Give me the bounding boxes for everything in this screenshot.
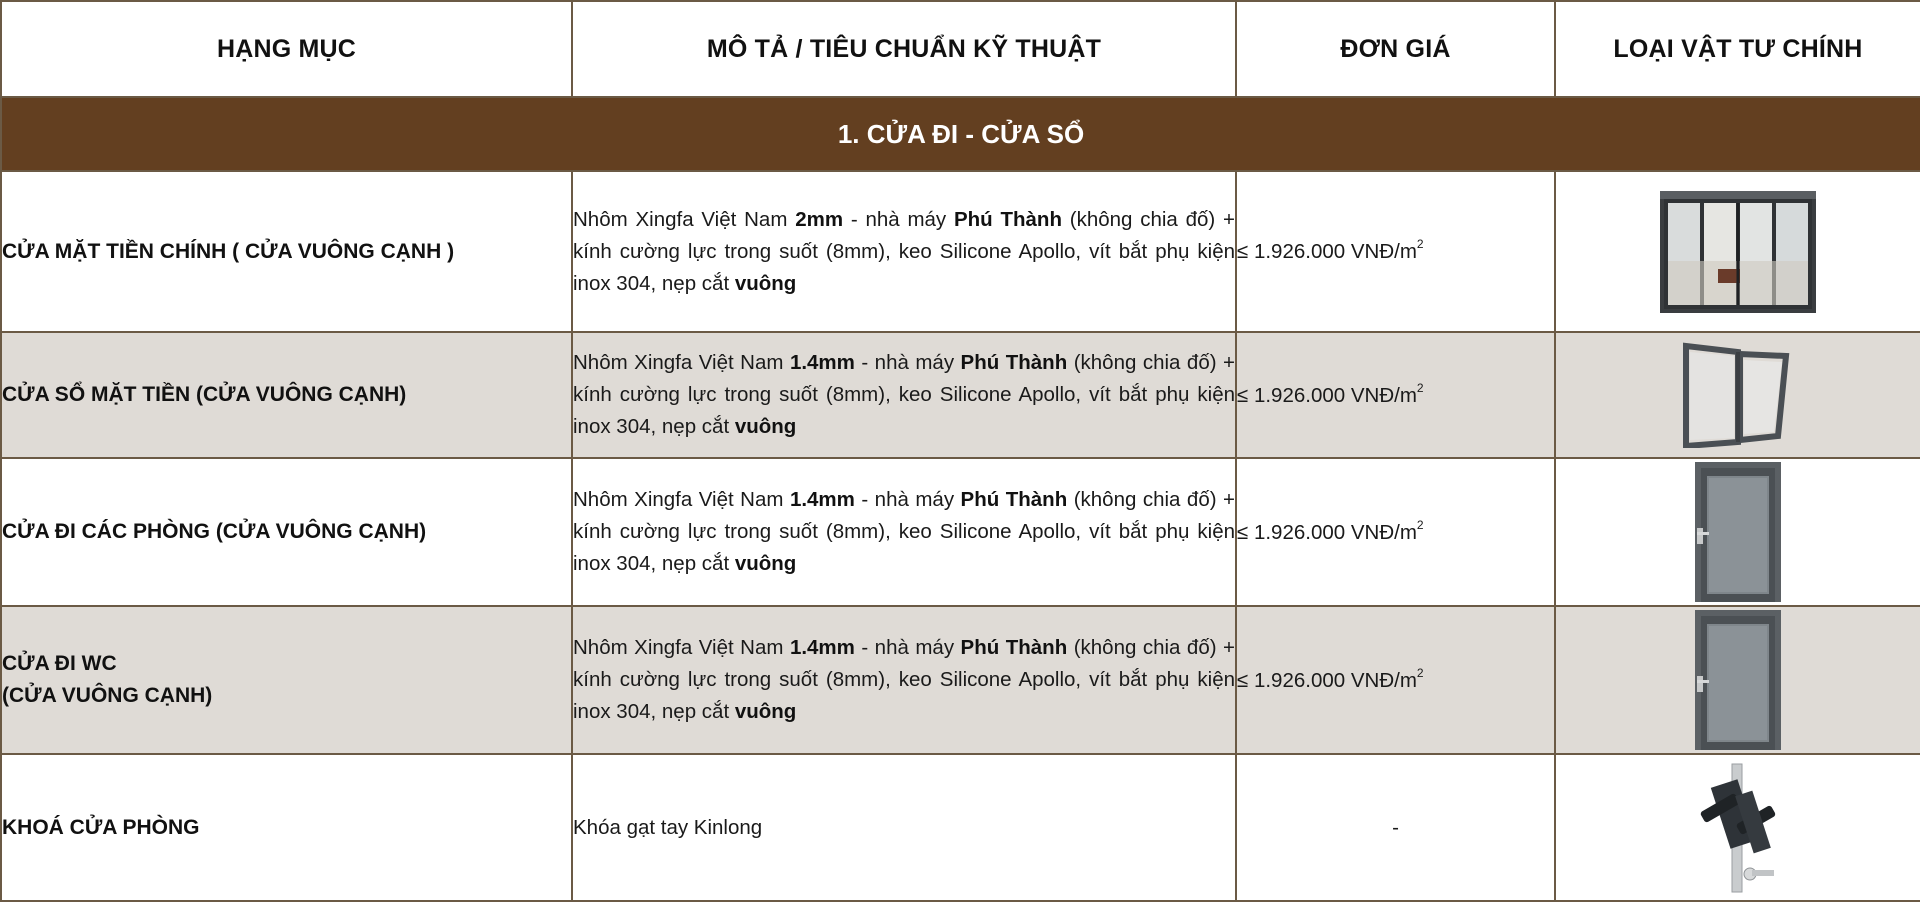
item-name: CỬA MẶT TIỀN CHÍNH ( CỬA VUÔNG CẠNH ) (1, 171, 572, 332)
door-lock-image (1692, 762, 1784, 894)
header-description: MÔ TẢ / TIÊU CHUẨN KỸ THUẬT (572, 1, 1236, 97)
table-row (1, 171, 1920, 332)
item-description: Nhôm Xingfa Việt Nam 1.4mm - nhà máy Phú Thành (không chia đố) + kính cường lực trong suốt (8mm), keo Silicone Apollo, vít bắt phụ kiện inox 304, nẹp cắt vuông (572, 458, 1236, 606)
material-image-cell (1555, 606, 1920, 754)
item-price: ≤ 1.926.000 VNĐ/$m^2$ (1236, 606, 1555, 754)
section-row (1, 97, 1920, 171)
item-description: Khóa gạt tay Kinlong (572, 754, 1236, 901)
header-item: HẠNG MỤC (1, 1, 572, 97)
item-description: Nhôm Xingfa Việt Nam 1.4mm - nhà máy Phú Thành (không chia đố) + kính cường lực trong suốt (8mm), keo Silicone Apollo, vít bắt phụ kiện inox 304, nẹp cắt vuông (572, 332, 1236, 458)
wc-door-image (1695, 610, 1781, 750)
item-name: CỬA SỔ MẶT TIỀN (CỬA VUÔNG CẠNH) (1, 332, 572, 458)
table-row (1, 606, 1920, 754)
item-price: - (1236, 754, 1555, 901)
header-row (1, 1, 1920, 97)
item-name: CỬA ĐI CÁC PHÒNG (CỬA VUÔNG CẠNH) (1, 458, 572, 606)
item-description: Nhôm Xingfa Việt Nam 2mm - nhà máy Phú Thành (không chia đố) + kính cường lực trong suốt (8mm), keo Silicone Apollo, vít bắt phụ kiện inox 304, nẹp cắt vuông (572, 171, 1236, 332)
material-image-cell (1555, 458, 1920, 606)
section-title: 1. CỬA ĐI - CỬA SỔ (1, 97, 1920, 171)
header-unit-price: ĐƠN GIÁ (1236, 1, 1555, 97)
glass-front-door-image (1660, 191, 1816, 313)
material-image-cell (1555, 332, 1920, 458)
material-image-cell (1555, 754, 1920, 901)
item-price: ≤ 1.926.000 VNĐ/$m^2$ (1236, 332, 1555, 458)
window-frame-image (1682, 342, 1794, 448)
table-row (1, 754, 1920, 901)
table-row (1, 458, 1920, 606)
table-row (1, 332, 1920, 458)
material-image-cell (1555, 171, 1920, 332)
item-price: ≤ 1.926.000 VNĐ/$m^2$ (1236, 171, 1555, 332)
header-material: LOẠI VẬT TƯ CHÍNH (1555, 1, 1920, 97)
room-door-image (1695, 462, 1781, 602)
item-name: KHOÁ CỬA PHÒNG (1, 754, 572, 901)
item-price: ≤ 1.926.000 VNĐ/$m^2$ (1236, 458, 1555, 606)
item-description: Nhôm Xingfa Việt Nam 1.4mm - nhà máy Phú Thành (không chia đố) + kính cường lực trong suốt (8mm), keo Silicone Apollo, vít bắt phụ kiện inox 304, nẹp cắt vuông (572, 606, 1236, 754)
item-name: CỬA ĐI WC (CỬA VUÔNG CẠNH) (1, 606, 572, 754)
